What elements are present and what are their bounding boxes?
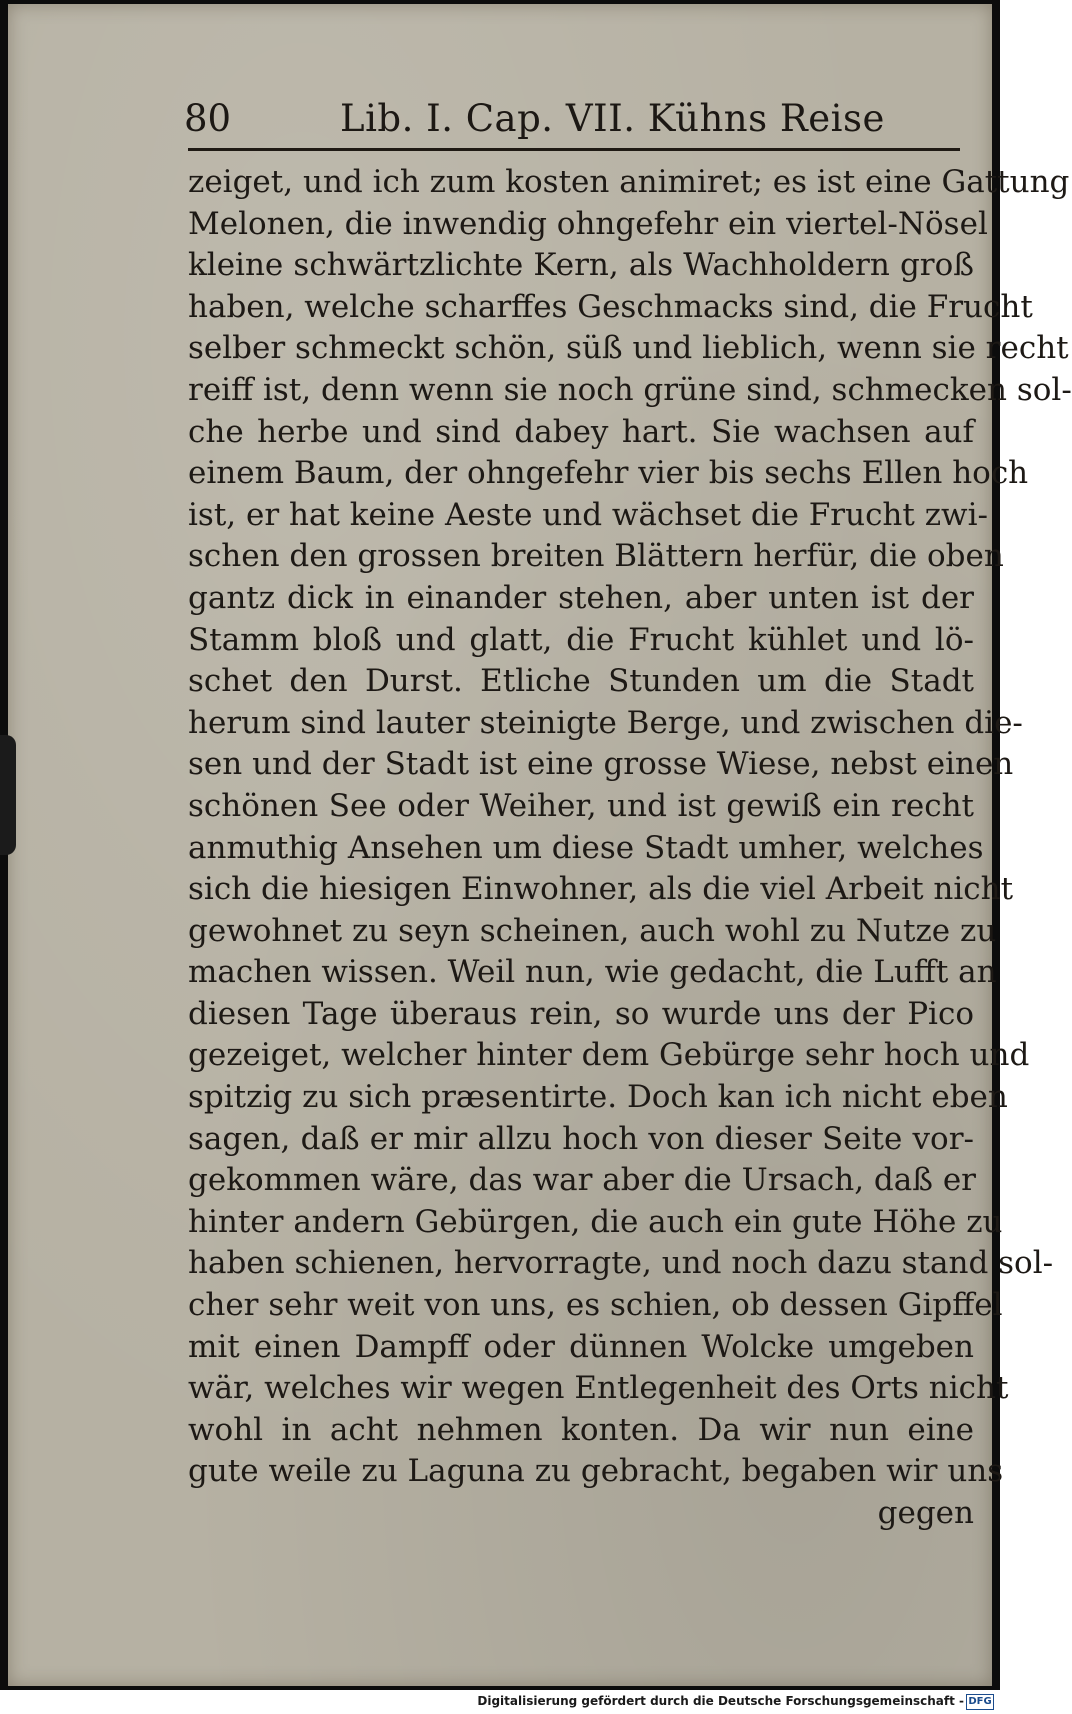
- text-line: kleine schwärtzlichte Kern, als Wachholdern groß: [188, 247, 974, 284]
- text-line: Stamm bloß und glatt, die Frucht kühlet und lö-: [188, 621, 974, 658]
- header-rule: [188, 148, 960, 151]
- text-line: hinter andern Gebürgen, die auch ein gute Höhe zu: [188, 1203, 1003, 1240]
- text-line: gute weile zu Laguna zu gebracht, begaben wir uns: [188, 1453, 1004, 1490]
- catchword: gegen: [877, 1495, 974, 1531]
- text-line: zeiget, und ich zum kosten animiret; es ist eine Gattung: [188, 164, 1070, 200]
- text-line: schen den grossen breiten Blättern herfür, die oben: [188, 538, 1004, 575]
- text-line: spitzig zu sich præsentirte. Doch kan ich nicht eben: [188, 1079, 1008, 1116]
- book-page: [8, 4, 1072, 1686]
- funding-credit: Digitalisierung gefördert durch die Deutsche Forschungsgemeinschaft -: [477, 1694, 964, 1708]
- running-title: Lib. I. Cap. VII. Kühns Reise: [340, 97, 885, 140]
- text-line: mit einen Dampff oder dünnen Wolcke umgeben: [188, 1328, 974, 1365]
- text-line: cher sehr weit von uns, es schien, ob dessen Gipffel: [188, 1287, 1003, 1324]
- dfg-logo-icon: DFG: [966, 1694, 994, 1710]
- text-line: herum sind lauter steinigte Berge, und zwischen die-: [188, 704, 1023, 741]
- text-line: haben, welche scharffes Geschmacks sind, die Frucht: [188, 288, 1033, 325]
- text-line: reiff ist, denn wenn sie noch grüne sind, schmecken sol-: [188, 371, 1072, 408]
- text-line: che herbe und sind dabey hart. Sie wachsen auf: [188, 413, 974, 450]
- text-line: haben schienen, hervorragte, und noch dazu stand sol-: [188, 1245, 1054, 1282]
- text-line: sagen, daß er mir allzu hoch von dieser Seite vor-: [188, 1120, 974, 1157]
- text-line: selber schmeckt schön, süß und lieblich, wenn sie recht: [188, 330, 1069, 367]
- text-line: sich die hiesigen Einwohner, als die viel Arbeit nicht: [188, 871, 1014, 908]
- book-clip: [0, 735, 16, 855]
- text-line: einem Baum, der ohngefehr vier bis sechs Ellen hoch: [188, 455, 1029, 492]
- text-line: sen und der Stadt ist eine grosse Wiese, nebst einen: [188, 746, 1014, 783]
- text-line: schet den Durst. Etliche Stunden um die Stadt: [188, 663, 974, 700]
- text-line: gekommen wäre, das war aber die Ursach, daß er: [188, 1162, 976, 1199]
- text-line: wär, welches wir wegen Entlegenheit des Orts nicht: [188, 1370, 1009, 1407]
- text-line: ist, er hat keine Aeste und wächset die Frucht zwi-: [188, 496, 988, 533]
- text-line: gantz dick in einander stehen, aber unten ist der: [188, 579, 974, 616]
- text-line: wohl in acht nehmen konten. Da wir nun eine: [188, 1411, 974, 1448]
- body-text: [188, 162, 1072, 1535]
- text-line: gezeiget, welcher hinter dem Gebürge sehr hoch und: [188, 1037, 1030, 1074]
- page-header: [184, 94, 974, 144]
- text-line: diesen Tage überaus rein, so wurde uns der Pico: [188, 995, 974, 1032]
- text-line: machen wissen. Weil nun, wie gedacht, die Lufft an: [188, 954, 997, 991]
- text-line: anmuthig Ansehen um diese Stadt umher, welches: [188, 829, 984, 866]
- text-line: schönen See oder Weiher, und ist gewiß ein recht: [188, 787, 974, 824]
- text-line: Melonen, die inwendig ohngefehr ein viertel-Nösel: [188, 205, 988, 242]
- page-number: 80: [184, 97, 232, 140]
- text-line: gewohnet zu seyn scheinen, auch wohl zu Nutze zu: [188, 912, 997, 949]
- footer-bar: [0, 1690, 1000, 1714]
